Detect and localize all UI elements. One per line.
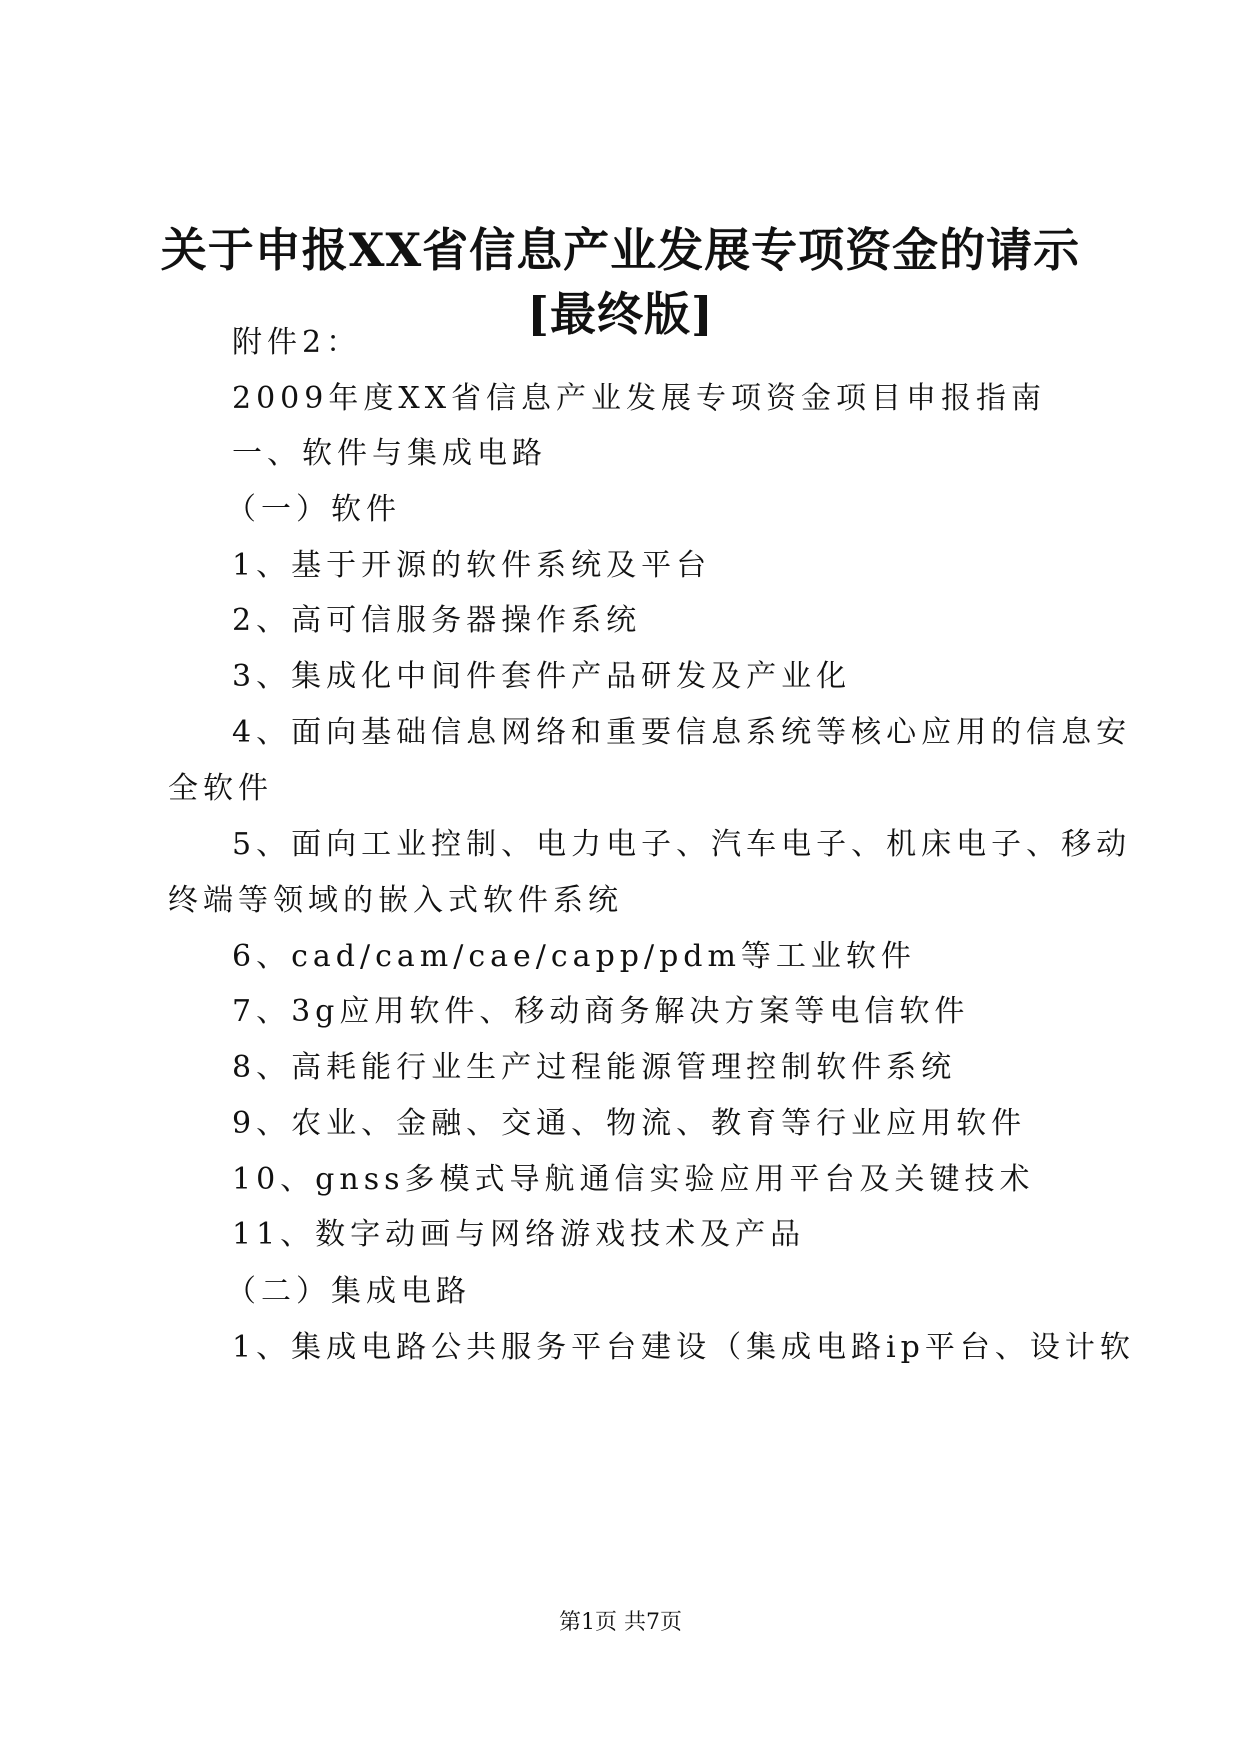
guide-title: 2009年度XX省信息产业发展专项资金项目申报指南: [232, 381, 1047, 416]
list-item: 1、基于开源的软件系统及平台: [232, 548, 712, 583]
section-heading: 一、软件与集成电路: [232, 436, 547, 471]
list-item-continuation: 全软件: [168, 771, 273, 806]
attachment-label: 附件2：: [232, 325, 362, 360]
list-item-continuation: 终端等领域的嵌入式软件系统: [168, 883, 623, 918]
list-item: 10、gnss多模式导航通信实验应用平台及关键技术: [232, 1162, 1035, 1197]
subsection-heading: （二）集成电路: [226, 1274, 471, 1309]
list-item: 5、面向工业控制、电力电子、汽车电子、机床电子、移动: [232, 827, 1132, 862]
document-title-version: [最终版]: [527, 287, 714, 341]
page-number: 第1页 共7页: [559, 1610, 682, 1635]
subsection-heading: （一）软件: [226, 492, 401, 527]
list-item: 11、数字动画与网络游戏技术及产品: [232, 1217, 806, 1252]
list-item: 1、集成电路公共服务平台建设（集成电路ip平台、设计软: [232, 1330, 1135, 1365]
list-item: 3、集成化中间件套件产品研发及产业化: [232, 659, 852, 694]
list-item: 2、高可信服务器操作系统: [232, 603, 642, 638]
document-title: 关于申报XX省信息产业发展专项资金的请示: [160, 223, 1081, 277]
list-item: 6、cad/cam/cae/capp/pdm等工业软件: [232, 939, 916, 974]
list-item: 8、高耗能行业生产过程能源管理控制软件系统: [232, 1050, 957, 1085]
list-item: 4、面向基础信息网络和重要信息系统等核心应用的信息安: [232, 715, 1132, 750]
list-item: 9、农业、金融、交通、物流、教育等行业应用软件: [232, 1106, 1027, 1141]
list-item: 7、3g应用软件、移动商务解决方案等电信软件: [232, 994, 970, 1029]
